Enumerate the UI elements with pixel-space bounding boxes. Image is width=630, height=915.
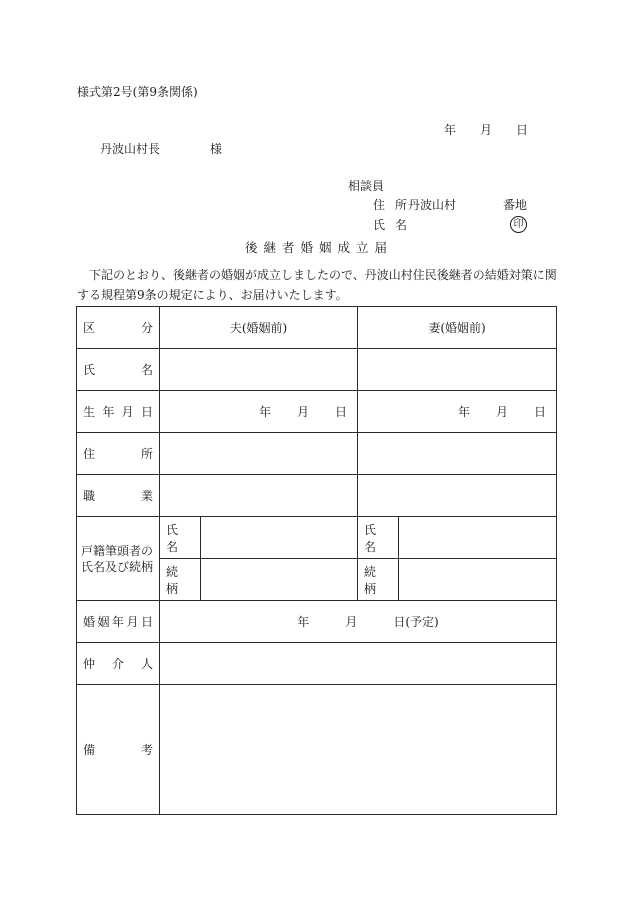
submission-date [444,124,528,136]
date-year-label: 年 [444,123,457,137]
husband-birthdate-field[interactable]: 年 月 日 [160,391,358,433]
table-row-remarks [77,685,557,815]
husband-relation-label: 続柄 [160,559,201,601]
husband-name-field[interactable] [160,349,358,391]
husband-relation-field[interactable] [201,559,358,601]
body-line-2: する規程第9条の規定により、お届けいたします。 [77,288,348,302]
table-row-marriage-date [77,601,557,643]
form-number: 様式第2号(第9条関係) [77,85,198,99]
table-row-address [77,433,557,475]
table-row-matchmaker [77,643,557,685]
wife-header: 妻(婚姻前) [358,307,557,349]
table-row-family-head-name [77,517,557,559]
husband-family-head-name-label: 氏名 [160,517,201,559]
address-label-part1: 住 [373,198,396,212]
birthdate-label-cell: 生 年 月 日 [77,391,160,433]
addressee-suffix: 様 [210,142,223,156]
family-head-label-cell: 戸籍筆頭者の 氏名及び続柄 [77,517,160,601]
occupation-label-cell: 職 業 [77,475,160,517]
seal-icon: 印 [510,216,527,233]
document-body [77,265,559,305]
matchmaker-field[interactable] [160,643,557,685]
body-line-1: 下記のとおり、後継者の婚姻が成立しましたので、丹波山村住民後継者の結婚対策に関 [89,268,557,282]
table-row-name [77,349,557,391]
husband-occupation-field[interactable] [160,475,358,517]
addressee-name: 丹波山村長 [100,142,161,156]
matchmaker-label-cell: 仲 介 人 [77,643,160,685]
table-row-occupation [77,475,557,517]
wife-name-field[interactable] [358,349,557,391]
husband-header: 夫(婚姻前) [160,307,358,349]
wife-occupation-field[interactable] [358,475,557,517]
applicant-address-banchi: 番地 [503,198,528,212]
date-month-label: 月 [480,123,493,137]
applicant-address-label [373,199,407,211]
wife-family-head-name-field[interactable] [399,517,557,559]
husband-family-head-name-field[interactable] [201,517,358,559]
addressee [100,143,222,155]
marriage-date-field[interactable]: 年 月 日(予定) [160,601,557,643]
address-label-part2: 所 [395,198,408,212]
applicant-name-label: 氏名 [373,218,418,232]
category-label-cell: 区 分 [77,307,160,349]
wife-relation-label: 続柄 [358,559,399,601]
name-label-cell: 氏 名 [77,349,160,391]
remarks-field[interactable] [160,685,557,815]
wife-birthdate-field[interactable]: 年 月 日 [358,391,557,433]
wife-family-head-name-label: 氏名 [358,517,399,559]
document-title: 後継者婚姻成立届 [245,240,394,255]
wife-address-field[interactable] [358,433,557,475]
applicant-address-village: 丹波山村 [408,198,457,212]
marriage-form-table [76,306,557,815]
wife-relation-field[interactable] [399,559,557,601]
table-row-header [77,307,557,349]
marriage-date-label-cell: 婚 姻 年 月 日 [77,601,160,643]
table-row-birthdate [77,391,557,433]
remarks-label-cell: 備 考 [77,685,160,815]
address-label-cell: 住 所 [77,433,160,475]
consultant-title: 相談員 [348,179,385,193]
husband-address-field[interactable] [160,433,358,475]
date-day-label: 日 [516,123,529,137]
